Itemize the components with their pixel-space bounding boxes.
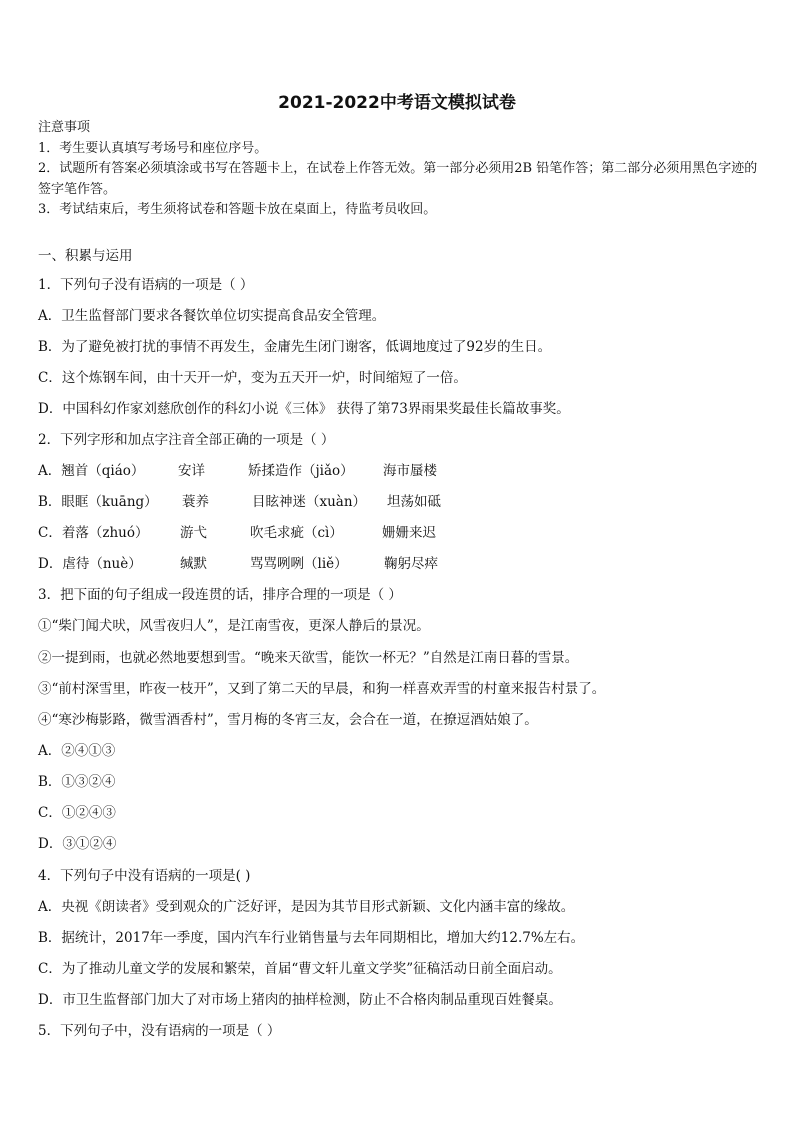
question-4-option-a: A．央视《朗读者》受到观众的广泛好评，是因为其节目形式新颖、文化内涵丰富的缘故。 — [38, 899, 575, 915]
note-item: 3．考试结束后，考生须将试卷和答题卡放在桌面上，待监考员收回。 — [38, 202, 437, 217]
question-3-sentence: ④“寒沙梅影路，微雪酒香村”，雪月梅的冬宵三友，会合在一道，在撩逗酒姑娘了。 — [38, 712, 538, 728]
option-word: A．翘首（qiáo） — [38, 463, 145, 479]
notes-heading: 注意事项 — [38, 120, 91, 135]
option-word: D．虐待（nuè） — [38, 556, 142, 572]
option-word: 吹毛求疵（cì） — [250, 525, 343, 541]
notes-block — [38, 118, 760, 221]
section-heading: 一、积累与运用 — [38, 248, 133, 264]
option-word: 骂骂咧咧（liě） — [250, 556, 348, 572]
question-3-option-c: C．①②④③ — [38, 805, 116, 821]
option-word: 安详 — [178, 463, 205, 479]
question-3-option-d: D．③①②④ — [38, 836, 117, 852]
option-word: C．着落（zhuó） — [38, 525, 149, 541]
note-item: 1．考生要认真填写考场号和座位序号。 — [38, 140, 268, 156]
option-word: 坦荡如砥 — [387, 494, 441, 510]
question-1-stem: 1．下列句子没有语病的一项是（ ） — [38, 277, 254, 293]
question-4-option-b: B．据统计，2017年一季度，国内汽车行业销售量与去年同期相比，增加大约12.7%左右。 — [38, 930, 585, 946]
question-3-option-a: A．②④①③ — [38, 743, 116, 759]
option-word: 目眩神迷（xuàn） — [252, 494, 367, 510]
question-5-stem: 5．下列句子中，没有语病的一项是（ ） — [38, 1023, 281, 1039]
question-3-sentence: ③“前村深雪里，昨夜一枝开”，又到了第二天的早晨，和狗一样喜欢弄雪的村童来报告村景了。 — [38, 681, 606, 697]
note-item: 2．试题所有答案必须填涂或书写在答题卡上，在试卷上作答无效。第一部分必须用2B 铅笔作答；第二部分必须用黑色字迹的签字笔作答。 — [38, 161, 758, 197]
question-4-stem: 4．下列句子中没有语病的一项是( ) — [38, 868, 251, 884]
question-3-option-b: B．①③②④ — [38, 774, 116, 790]
option-word: 缄默 — [180, 556, 207, 572]
option-word: 鞠躬尽瘁 — [384, 556, 438, 572]
question-1-option-c: C．这个炼钢车间，由十天开一炉，变为五天开一炉，时间缩短了一倍。 — [38, 370, 467, 386]
question-3-stem: 3．把下面的句子组成一段连贯的话，排序合理的一项是（ ） — [38, 587, 402, 603]
question-4-option-d: D．市卫生监督部门加大了对市场上猪肉的抽样检测，防止不合格肉制品重现百姓餐桌。 — [38, 992, 562, 1008]
exam-title: 2021-2022中考语文模拟试卷 — [278, 93, 516, 113]
question-1-option-b: B．为了避免被打扰的事情不再发生，金庸先生闭门谢客，低调地度过了92岁的生日。 — [38, 339, 552, 355]
option-word: 游弋 — [180, 525, 207, 541]
option-word: B．眼眶（kuāng） — [38, 494, 158, 510]
option-word: 矫揉造作（jiǎo） — [248, 463, 354, 479]
option-word: 海市蜃楼 — [383, 463, 437, 479]
question-1-option-a: A．卫生监督部门要求各餐饮单位切实提高食品安全管理。 — [38, 308, 386, 324]
question-4-option-c: C．为了推动儿童文学的发展和繁荣，首届“曹文轩儿童文学奖”征稿活动日前全面启动。 — [38, 961, 562, 977]
question-2-stem: 2．下列字形和加点字注音全部正确的一项是（ ） — [38, 432, 335, 448]
question-3-sentence: ①“柴门闻犬吠，风雪夜归人”，是江南雪夜，更深人静后的景况。 — [38, 618, 430, 634]
question-3-sentence: ②一提到雨，也就必然地要想到雪。“晚来天欲雪，能饮一杯无？”自然是江南日暮的雪景。 — [38, 650, 579, 666]
question-1-option-d: D．中国科幻作家刘慈欣创作的科幻小说《三体》 获得了第73界雨果奖最佳长篇故事奖。 — [38, 401, 570, 417]
option-word: 蓑养 — [182, 494, 209, 510]
option-word: 姗姗来迟 — [382, 525, 436, 541]
